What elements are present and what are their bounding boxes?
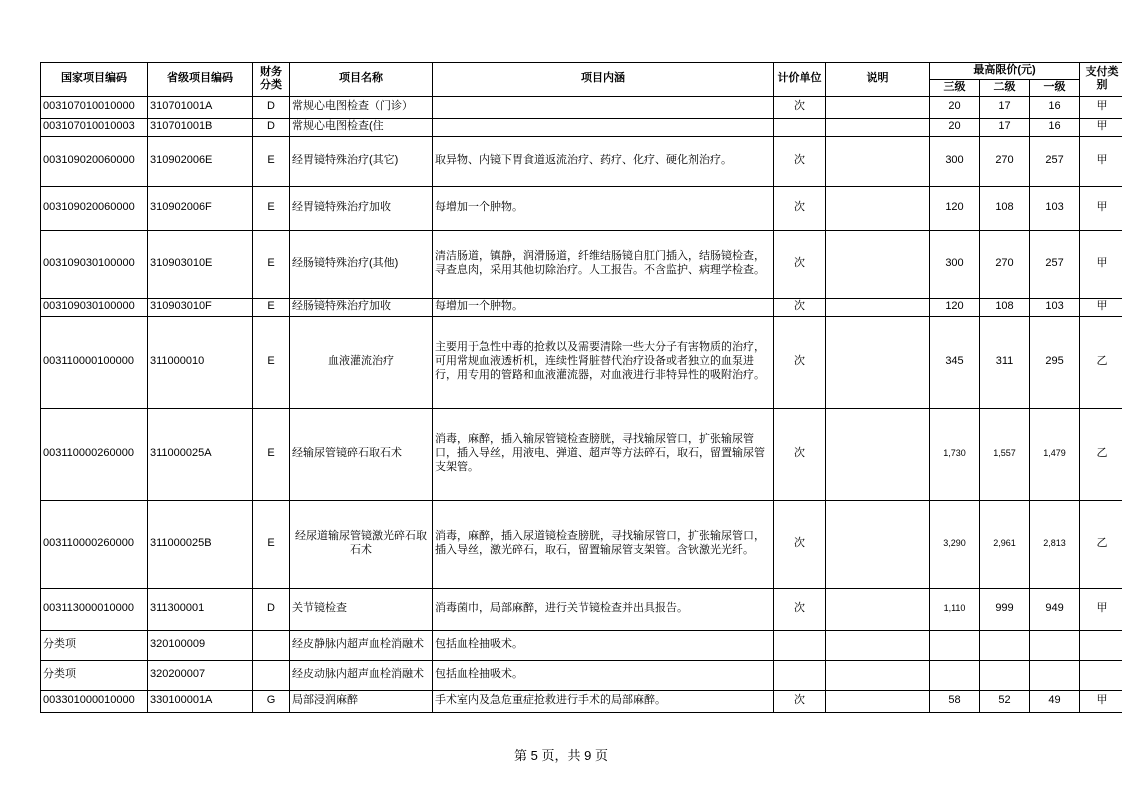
cell-prov-code: 310701001B <box>148 118 253 136</box>
cell-level2-price: 17 <box>980 118 1030 136</box>
cell-item-name: 经尿道输尿管镜激光碎石取石术 <box>290 500 433 588</box>
cell-nat-code: 003110000260000 <box>41 500 148 588</box>
cell-note <box>826 118 930 136</box>
cell-level1-price: 49 <box>1030 690 1080 712</box>
cell-prov-code: 310903010F <box>148 298 253 316</box>
cell-fin-class: E <box>253 408 290 500</box>
cell-pay-type: 甲 <box>1080 588 1122 630</box>
cell-prov-code: 310902006F <box>148 186 253 230</box>
cell-fin-class: G <box>253 690 290 712</box>
cell-fin-class: E <box>253 136 290 186</box>
cell-item-content: 清洁肠道，镇静，润滑肠道，纤维结肠镜自肛门插入，结肠镜检查，寻查息肉，采用其他切除治疗。人工报告。不含监护、病理学检查。 <box>433 230 774 298</box>
cell-prov-code: 311300001 <box>148 588 253 630</box>
cell-item-name: 经皮动脉内超声血栓消融术 <box>290 660 433 690</box>
cell-prov-code: 310903010E <box>148 230 253 298</box>
cell-level3-price: 120 <box>930 186 980 230</box>
table-row <box>41 136 1122 186</box>
cell-level3-price: 300 <box>930 136 980 186</box>
cell-fin-class: E <box>253 230 290 298</box>
cell-prov-code: 311000025B <box>148 500 253 588</box>
col-header-pay-type: 支付类别 <box>1080 63 1122 97</box>
col-header-nat-code: 国家项目编码 <box>41 63 148 97</box>
cell-item-name: 经胃镜特殊治疗(其它) <box>290 136 433 186</box>
table-row <box>41 298 1122 316</box>
cell-item-name: 经肠镜特殊治疗(其他) <box>290 230 433 298</box>
table-row <box>41 408 1122 500</box>
cell-item-name: 常规心电图检查（门诊） <box>290 96 433 118</box>
cell-fin-class: D <box>253 118 290 136</box>
cell-note <box>826 660 930 690</box>
cell-prov-code: 310701001A <box>148 96 253 118</box>
cell-item-content: 主要用于急性中毒的抢救以及需要清除一些大分子有害物质的治疗，可用常规血液透析机，连续性肾脏替代治疗设备或者独立的血泵进行，用专用的管路和血液灌流器，对血液进行非特异性的吸附治疗。 <box>433 316 774 408</box>
cell-price-unit: 次 <box>774 408 826 500</box>
cell-nat-code: 分类项 <box>41 660 148 690</box>
cell-prov-code: 310902006E <box>148 136 253 186</box>
cell-item-content: 包括血栓抽吸术。 <box>433 660 774 690</box>
cell-item-name: 经肠镜特殊治疗加收 <box>290 298 433 316</box>
cell-item-content: 取异物、内镜下胃食道返流治疗、药疗、化疗、硬化剂治疗。 <box>433 136 774 186</box>
cell-level3-price: 3,290 <box>930 500 980 588</box>
cell-price-unit: 次 <box>774 136 826 186</box>
cell-level1-price: 949 <box>1030 588 1080 630</box>
cell-note <box>826 690 930 712</box>
cell-level3-price: 1,730 <box>930 408 980 500</box>
table-row <box>41 500 1122 588</box>
cell-price-unit: 次 <box>774 186 826 230</box>
cell-fin-class <box>253 630 290 660</box>
table-body <box>41 96 1122 712</box>
cell-level3-price <box>930 630 980 660</box>
table-row <box>41 660 1122 690</box>
page-footer: 第 5 页，共 9 页 <box>514 748 608 763</box>
cell-fin-class: E <box>253 298 290 316</box>
cell-level1-price: 2,813 <box>1030 500 1080 588</box>
col-header-item-content: 项目内涵 <box>433 63 774 97</box>
cell-level3-price: 58 <box>930 690 980 712</box>
cell-note <box>826 408 930 500</box>
cell-nat-code: 003110000100000 <box>41 316 148 408</box>
cell-level1-price: 103 <box>1030 186 1080 230</box>
cell-note <box>826 136 930 186</box>
cell-level3-price: 345 <box>930 316 980 408</box>
cell-note <box>826 316 930 408</box>
cell-nat-code: 003113000010000 <box>41 588 148 630</box>
cell-level1-price: 1,479 <box>1030 408 1080 500</box>
cell-price-unit: 次 <box>774 588 826 630</box>
col-header-level3: 三级 <box>930 79 980 96</box>
cell-price-unit: 次 <box>774 96 826 118</box>
cell-pay-type: 乙 <box>1080 316 1122 408</box>
cell-prov-code: 330100001A <box>148 690 253 712</box>
cell-fin-class: D <box>253 588 290 630</box>
cell-fin-class: D <box>253 96 290 118</box>
cell-level2-price: 999 <box>980 588 1030 630</box>
cell-level3-price <box>930 660 980 690</box>
cell-level1-price: 257 <box>1030 230 1080 298</box>
cell-nat-code: 003107010010003 <box>41 118 148 136</box>
cell-nat-code: 003107010010000 <box>41 96 148 118</box>
col-header-fin-class: 财务分类 <box>253 63 290 97</box>
cell-level2-price: 311 <box>980 316 1030 408</box>
table-row <box>41 630 1122 660</box>
table-row <box>41 588 1122 630</box>
cell-level2-price: 270 <box>980 230 1030 298</box>
cell-note <box>826 96 930 118</box>
cell-prov-code: 311000025A <box>148 408 253 500</box>
cell-prov-code: 320100009 <box>148 630 253 660</box>
cell-pay-type: 甲 <box>1080 230 1122 298</box>
col-header-level2: 二级 <box>980 79 1030 96</box>
cell-level2-price <box>980 630 1030 660</box>
cell-pay-type: 甲 <box>1080 186 1122 230</box>
cell-price-unit <box>774 660 826 690</box>
cell-pay-type: 甲 <box>1080 298 1122 316</box>
cell-price-unit <box>774 630 826 660</box>
table-row <box>41 316 1122 408</box>
cell-level1-price: 295 <box>1030 316 1080 408</box>
cell-item-content: 每增加一个肿物。 <box>433 186 774 230</box>
cell-nat-code: 003109030100000 <box>41 298 148 316</box>
cell-item-content: 消毒，麻醉，插入尿道镜检查膀胱，寻找输尿管口，扩张输尿管口，插入导丝，激光碎石，取石，留置输尿管支架管。含钬激光光纤。 <box>433 500 774 588</box>
cell-note <box>826 230 930 298</box>
cell-note <box>826 186 930 230</box>
cell-level1-price: 257 <box>1030 136 1080 186</box>
cell-level2-price: 108 <box>980 186 1030 230</box>
cell-price-unit <box>774 118 826 136</box>
cell-price-unit: 次 <box>774 500 826 588</box>
cell-item-content: 消毒菌巾，局部麻醉，进行关节镜检查并出具报告。 <box>433 588 774 630</box>
cell-price-unit: 次 <box>774 316 826 408</box>
cell-nat-code: 分类项 <box>41 630 148 660</box>
cell-item-name: 血液灌流治疗 <box>290 316 433 408</box>
col-header-prov-code: 省级项目编码 <box>148 63 253 97</box>
col-header-price-unit: 计价单位 <box>774 63 826 97</box>
cell-price-unit: 次 <box>774 298 826 316</box>
cell-item-name: 关节镜检查 <box>290 588 433 630</box>
cell-level1-price <box>1030 630 1080 660</box>
cell-note <box>826 298 930 316</box>
cell-item-content <box>433 118 774 136</box>
cell-pay-type: 甲 <box>1080 136 1122 186</box>
cell-level1-price <box>1030 660 1080 690</box>
cell-nat-code: 003109030100000 <box>41 230 148 298</box>
cell-prov-code: 311000010 <box>148 316 253 408</box>
cell-level3-price: 120 <box>930 298 980 316</box>
header-row-main <box>41 63 1122 80</box>
cell-item-content: 消毒，麻醉，插入输尿管镜检查膀胱，寻找输尿管口，扩张输尿管口，插入导丝，用液电、弹道、超声等方法碎石，取石，留置输尿管支架管。 <box>433 408 774 500</box>
cell-item-content: 包括血栓抽吸术。 <box>433 630 774 660</box>
price-table <box>40 62 1122 713</box>
cell-level1-price: 16 <box>1030 96 1080 118</box>
col-header-max-price: 最高限价(元) <box>930 63 1080 80</box>
cell-note <box>826 500 930 588</box>
cell-pay-type: 甲 <box>1080 118 1122 136</box>
cell-note <box>826 588 930 630</box>
cell-pay-type: 甲 <box>1080 96 1122 118</box>
cell-price-unit: 次 <box>774 230 826 298</box>
cell-level2-price: 1,557 <box>980 408 1030 500</box>
cell-level3-price: 1,110 <box>930 588 980 630</box>
table-row <box>41 186 1122 230</box>
cell-level2-price: 17 <box>980 96 1030 118</box>
cell-level1-price: 103 <box>1030 298 1080 316</box>
cell-fin-class: E <box>253 500 290 588</box>
cell-nat-code: 003110000260000 <box>41 408 148 500</box>
cell-note <box>826 630 930 660</box>
cell-item-content: 手术室内及急危重症抢救进行手术的局部麻醉。 <box>433 690 774 712</box>
col-header-note: 说明 <box>826 63 930 97</box>
cell-item-name: 局部浸润麻醉 <box>290 690 433 712</box>
cell-pay-type: 乙 <box>1080 500 1122 588</box>
cell-nat-code: 003301000010000 <box>41 690 148 712</box>
cell-level1-price: 16 <box>1030 118 1080 136</box>
cell-fin-class: E <box>253 316 290 408</box>
cell-item-name: 经胃镜特殊治疗加收 <box>290 186 433 230</box>
cell-pay-type: 甲 <box>1080 690 1122 712</box>
cell-level3-price: 20 <box>930 118 980 136</box>
cell-pay-type: 乙 <box>1080 408 1122 500</box>
cell-pay-type <box>1080 660 1122 690</box>
cell-fin-class: E <box>253 186 290 230</box>
cell-level2-price <box>980 660 1030 690</box>
cell-level2-price: 108 <box>980 298 1030 316</box>
cell-nat-code: 003109020060000 <box>41 186 148 230</box>
cell-level3-price: 20 <box>930 96 980 118</box>
cell-item-name: 经输尿管镜碎石取石术 <box>290 408 433 500</box>
cell-nat-code: 003109020060000 <box>41 136 148 186</box>
cell-item-content: 每增加一个肿物。 <box>433 298 774 316</box>
cell-price-unit: 次 <box>774 690 826 712</box>
table-row <box>41 230 1122 298</box>
cell-level2-price: 2,961 <box>980 500 1030 588</box>
cell-item-name: 经皮静脉内超声血栓消融术 <box>290 630 433 660</box>
cell-pay-type <box>1080 630 1122 660</box>
col-header-item-name: 项目名称 <box>290 63 433 97</box>
table-header <box>41 63 1122 97</box>
cell-level3-price: 300 <box>930 230 980 298</box>
cell-fin-class <box>253 660 290 690</box>
cell-level2-price: 52 <box>980 690 1030 712</box>
table-row <box>41 690 1122 712</box>
col-header-level1: 一级 <box>1030 79 1080 96</box>
cell-prov-code: 320200007 <box>148 660 253 690</box>
cell-item-name: 常规心电图检查(住 <box>290 118 433 136</box>
table-row <box>41 118 1122 136</box>
cell-level2-price: 270 <box>980 136 1030 186</box>
table-row <box>41 96 1122 118</box>
cell-item-content <box>433 96 774 118</box>
